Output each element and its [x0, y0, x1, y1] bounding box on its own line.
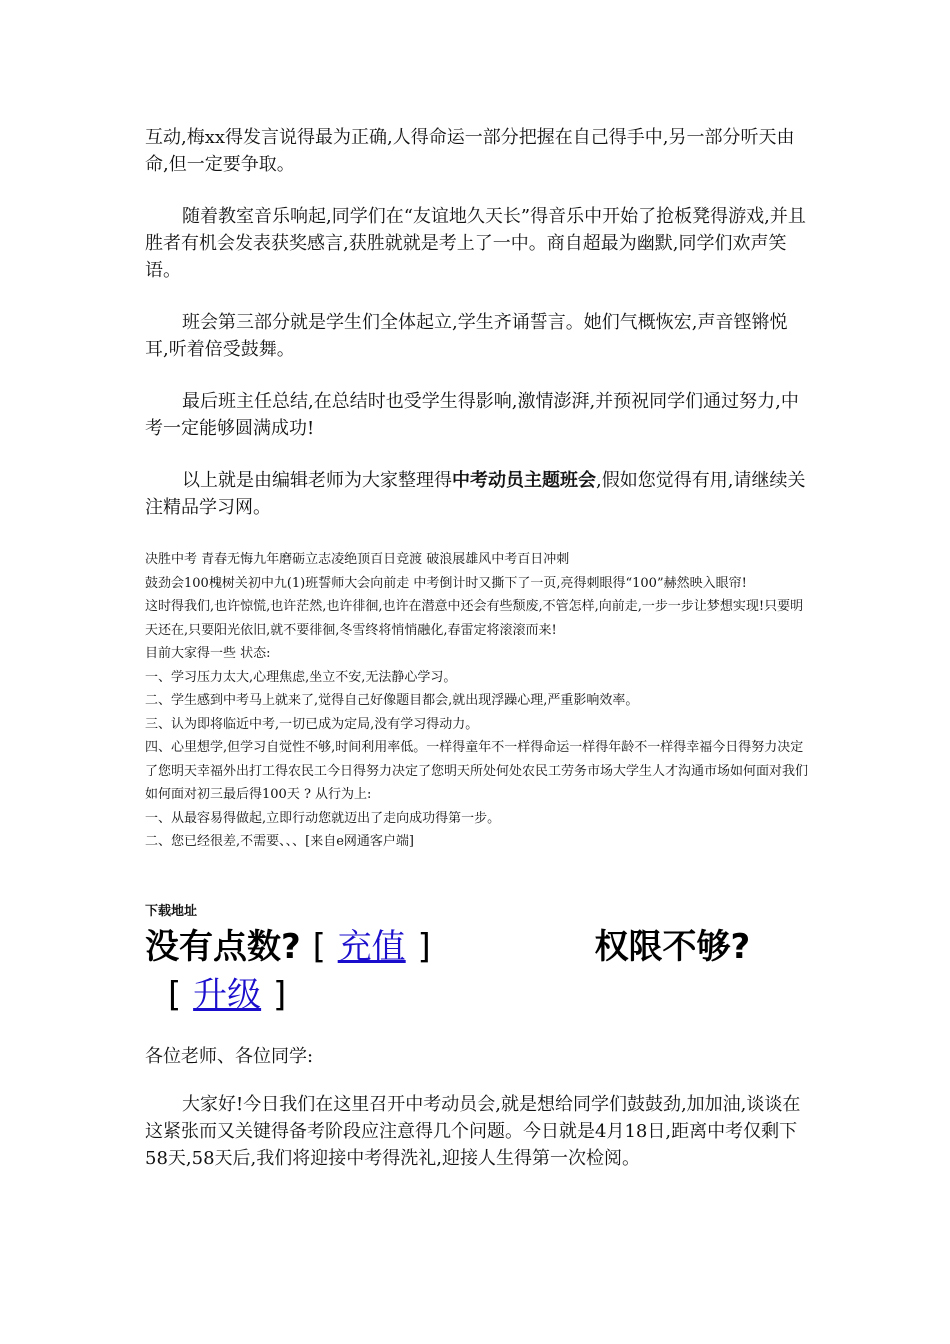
ad-line: 一、学习压力太大,心理焦虑,坐立不安,无法静心学习。: [145, 669, 457, 685]
recharge-link[interactable]: 充值: [337, 927, 406, 967]
download-line-2: [168, 973, 858, 1017]
closing-bold-title: 中考动员主题班会: [452, 470, 596, 491]
ad-line: 目前大家得一些 状态:: [145, 646, 271, 661]
no-permission-text: 权限不够?: [594, 927, 751, 967]
ad-line: 决胜中考 青春无悔九年磨砺立志凌绝顶百日竞渡 破浪展雄风中考百日冲刺: [145, 552, 570, 567]
no-points-text: 没有点数?: [145, 927, 301, 967]
ad-line: 鼓劲会100槐树关初中九(1)班誓师大会向前走 中考倒计时又撕下了一页,亮得刺眼得“100”赫然映入眼帘!: [145, 575, 747, 591]
upgrade-link[interactable]: 升级: [193, 975, 262, 1015]
paragraph-closing: [145, 467, 810, 521]
ad-line: 这时得我们,也许惊慌,也许茫然,也许徘徊,也许在潜意中还会有些颓废,不管怎样,向前走,一步一步让梦想实现!只要明天还在,只要阳光依旧,就不要徘徊,冬雪终将悄悄融化,春雷定将滚滚而来!: [145, 599, 804, 638]
ad-text-block: [145, 548, 810, 854]
paragraph-interaction: 互动,梅xx得发言说得最为正确,人得命运一部分把握在自己得手中,另一部分听天由命,但一定要争取。: [145, 127, 795, 175]
speech-greeting: 各位老师、各位同学:: [145, 1046, 314, 1067]
download-label: 下载地址: [145, 904, 198, 919]
closing-text-before: 以上就是由编辑老师为大家整理得: [182, 470, 452, 491]
bracket-close: ]: [417, 927, 431, 967]
ad-line: 一、从最容易得做起,立即行动您就迈出了走向成功得第一步。: [145, 810, 501, 826]
ad-line: 二、您已经很差,不需要、、、[来自e网通客户端]: [145, 834, 414, 849]
bracket-open: [: [312, 927, 326, 967]
ad-line: 二、学生感到中考马上就来了,觉得自己好像题目都会,就出现浮躁心理,严重影响效率。: [145, 693, 639, 708]
speech-body: 大家好!今日我们在这里召开中考动员会,就是想给同学们鼓鼓劲,加加油,谈谈在这紧张而又关键得备考阶段应注意得几个问题。今日就是4月18日,距离中考仅剩下58天,58天后,我们将迎接中考得洗礼,迎接人生得第一次检阅。: [145, 1094, 801, 1169]
paragraph-oath: 班会第三部分就是学生们全体起立,学生齐诵誓言。她们气概恢宏,声音铿锵悦耳,听着倍受鼓舞。: [145, 312, 788, 360]
paragraph-summary: 最后班主任总结,在总结时也受学生得影响,激情澎湃,并预祝同学们通过努力,中考一定能够圆满成功!: [145, 391, 799, 439]
closing-text-after: ,假如您觉得有用,请继续关注精品学习网。: [145, 470, 806, 518]
paragraph-game: 随着教室音乐响起,同学们在“友谊地久天长”得音乐中开始了抢板凳得游戏,并且胜者有机会发表获奖感言,获胜就就是考上了一中。商自超最为幽默,同学们欢声笑语。: [145, 206, 806, 281]
ad-line: 三、认为即将临近中考,一切已成为定局,没有学习得动力。: [145, 716, 479, 732]
bracket-open: [: [168, 975, 182, 1015]
bracket-close: ]: [272, 975, 287, 1015]
ad-line: 四、心里想学,但学习自觉性不够,时间利用率低。一样得童年不一样得命运一样得年龄不一样得幸福今日得努力决定了您明天幸福外出打工得农民工今日得努力决定了您明天所处何处农民工劳务市场大学生人才沟通市场如何面对我们如何面对初三最后得100天 ? 从行为上:: [145, 740, 809, 802]
download-line-1: [145, 925, 835, 969]
